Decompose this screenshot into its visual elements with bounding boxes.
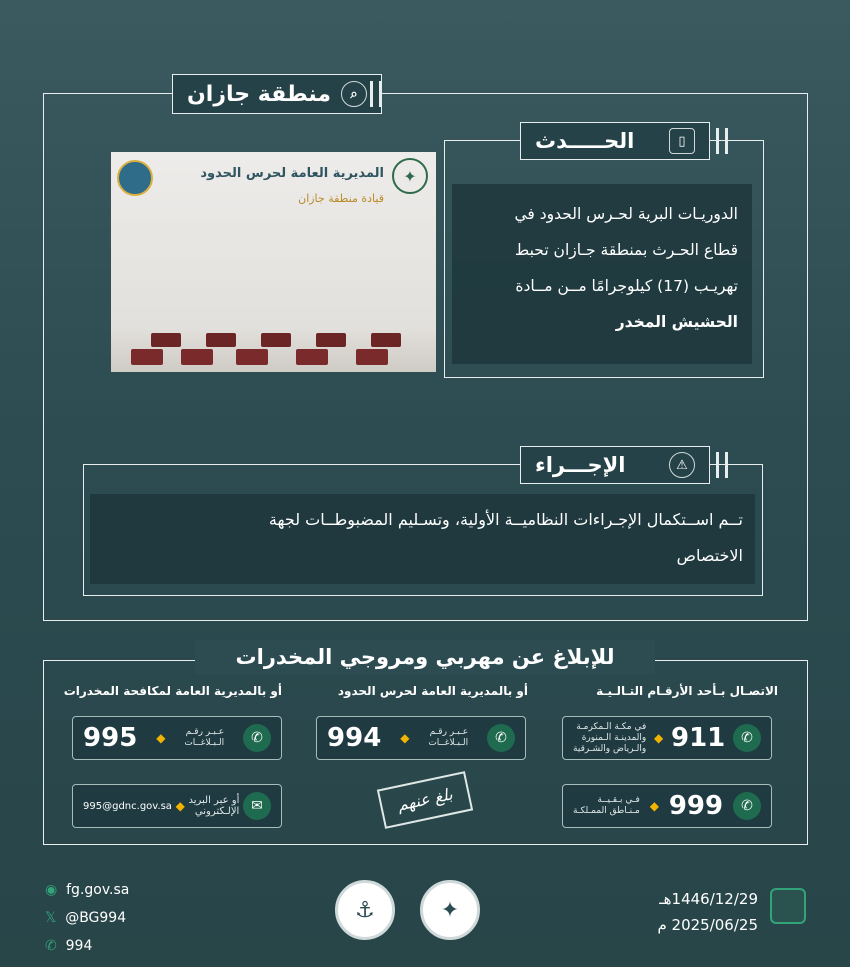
event-title: الحـــــدث bbox=[535, 129, 635, 153]
action-tab-bars bbox=[716, 452, 728, 478]
event-line-3: تهريـب (17) كيلوجرامًا مــن مــادة bbox=[515, 277, 738, 295]
arrow-icon: ◆ bbox=[654, 731, 664, 745]
event-line-1: الدوريـات البرية لحـرس الحدود في bbox=[514, 205, 738, 223]
seized-packages bbox=[121, 327, 426, 372]
siren-icon: ⚠ bbox=[669, 452, 695, 478]
action-line-1: تــم اســتكمال الإجـراءات النظاميــة الأولية، وتسـليم المضبوطــات لجهة bbox=[268, 510, 743, 529]
hotline-995-desc-2: الـبـلاغــات bbox=[184, 738, 225, 748]
hijri-date: 1446/12/29هـ bbox=[659, 890, 758, 908]
search-region-icon: ⌕ bbox=[341, 81, 367, 107]
hotline-995[interactable] bbox=[72, 716, 282, 760]
website-link[interactable]: fg.gov.sa bbox=[66, 882, 130, 898]
website-row[interactable] bbox=[45, 876, 129, 904]
event-line-2: قطاع الحـرث بمنطقة جـازان تحبط bbox=[514, 241, 738, 259]
globe-icon: ◉ bbox=[45, 882, 58, 898]
event-tab-bars bbox=[716, 128, 728, 154]
phone-icon: ✆ bbox=[733, 724, 761, 752]
hotline-994-desc bbox=[428, 727, 468, 749]
col2-header: أو بالمديرية العامة لحرس الحدود bbox=[337, 684, 528, 698]
anti-narcotics-seal: ⚓ bbox=[335, 880, 395, 940]
arrow-icon: ◆ bbox=[649, 799, 659, 813]
phone-row[interactable] bbox=[45, 932, 129, 960]
hotline-911-number: 911 bbox=[670, 723, 726, 753]
event-tab bbox=[520, 122, 710, 160]
hotline-999-desc-1: فـي بـقـيــة bbox=[597, 795, 640, 805]
seizure-photo bbox=[111, 152, 436, 372]
handle-row[interactable] bbox=[45, 904, 129, 932]
saudi-emblem: ✦ bbox=[392, 158, 428, 194]
email-desc bbox=[188, 795, 239, 817]
hotline-994-number: 994 bbox=[327, 723, 382, 753]
hotline-999[interactable] bbox=[562, 784, 772, 828]
hotline-911-desc bbox=[573, 722, 646, 755]
phone-icon: ✆ bbox=[45, 938, 57, 954]
arrow-icon: ◆ bbox=[156, 731, 166, 745]
photo-banner-title: المديرية العامة لحرس الحدود bbox=[200, 166, 384, 181]
region-tab bbox=[172, 74, 382, 114]
gregorian-date: 2025/06/25 م bbox=[657, 916, 758, 934]
border-guard-emblem bbox=[117, 160, 153, 196]
email-contact[interactable] bbox=[72, 784, 282, 828]
footer-phone[interactable]: 994 bbox=[65, 938, 93, 954]
hotline-995-desc bbox=[184, 727, 224, 749]
hotline-999-desc bbox=[573, 795, 640, 817]
hotline-911-desc-3: والـرياض والشـرقية bbox=[573, 743, 647, 754]
walkie-talkie-icon: ▯ bbox=[669, 128, 695, 154]
footer-links bbox=[45, 876, 129, 960]
col1-header: الاتصـال بـأحد الأرقـام التـالـيـة bbox=[596, 684, 778, 698]
event-line-4: الحشيش المخدر bbox=[615, 313, 738, 331]
email-desc-2: الإلـكتروني bbox=[194, 806, 240, 817]
phone-icon: ✆ bbox=[487, 724, 515, 752]
hotline-911-desc-2: والمدينـة الـمنورة bbox=[581, 732, 647, 743]
report-them-stamp: بلغ عنهم bbox=[377, 771, 473, 829]
footer-dates bbox=[657, 886, 758, 938]
hotline-911[interactable] bbox=[562, 716, 772, 760]
action-text-box bbox=[90, 494, 755, 584]
photo-banner-subtitle: قيادة منطقة جازان bbox=[298, 192, 384, 205]
envelope-icon: ✉ bbox=[243, 792, 271, 820]
hotline-994[interactable] bbox=[316, 716, 526, 760]
hotline-994-desc-2: الـبـلاغــات bbox=[428, 738, 469, 748]
hotline-994-desc-1: عـبـر رقـم bbox=[429, 727, 469, 737]
hotline-999-desc-2: مـنـاطق الممـلكـة bbox=[573, 806, 640, 816]
event-text-box bbox=[452, 184, 752, 364]
hotline-995-number: 995 bbox=[83, 723, 138, 753]
region-title: منطقة جازان bbox=[187, 81, 331, 107]
action-title: الإجـــراء bbox=[535, 453, 626, 477]
phone-icon: ✆ bbox=[243, 724, 271, 752]
handle-link[interactable]: @BG994 bbox=[65, 910, 127, 926]
border-guard-seal: ✦ bbox=[420, 880, 480, 940]
hotline-911-desc-1: في مكـة الـمكرمـة bbox=[576, 721, 647, 732]
email-desc-1: أو عبر البريد bbox=[188, 795, 240, 806]
arrow-icon: ◆ bbox=[400, 731, 410, 745]
action-tab bbox=[520, 446, 710, 484]
col3-header: أو بالمديرية العامة لمكافحة المخدرات bbox=[63, 684, 282, 698]
email-address[interactable]: 995@gdnc.gov.sa bbox=[83, 800, 172, 812]
hotline-995-desc-1: عـبـر رقـم bbox=[185, 727, 225, 737]
report-title: للإبلاغ عن مهربي ومروجي المخدرات bbox=[195, 640, 655, 674]
phone-icon: ✆ bbox=[733, 792, 761, 820]
action-line-2: الاختصاص bbox=[676, 546, 743, 565]
region-tab-bars bbox=[370, 81, 382, 107]
x-icon: 𝕏 bbox=[45, 910, 57, 926]
calendar-icon bbox=[770, 888, 806, 924]
hotline-999-number: 999 bbox=[668, 791, 724, 821]
arrow-icon: ◆ bbox=[175, 799, 185, 813]
